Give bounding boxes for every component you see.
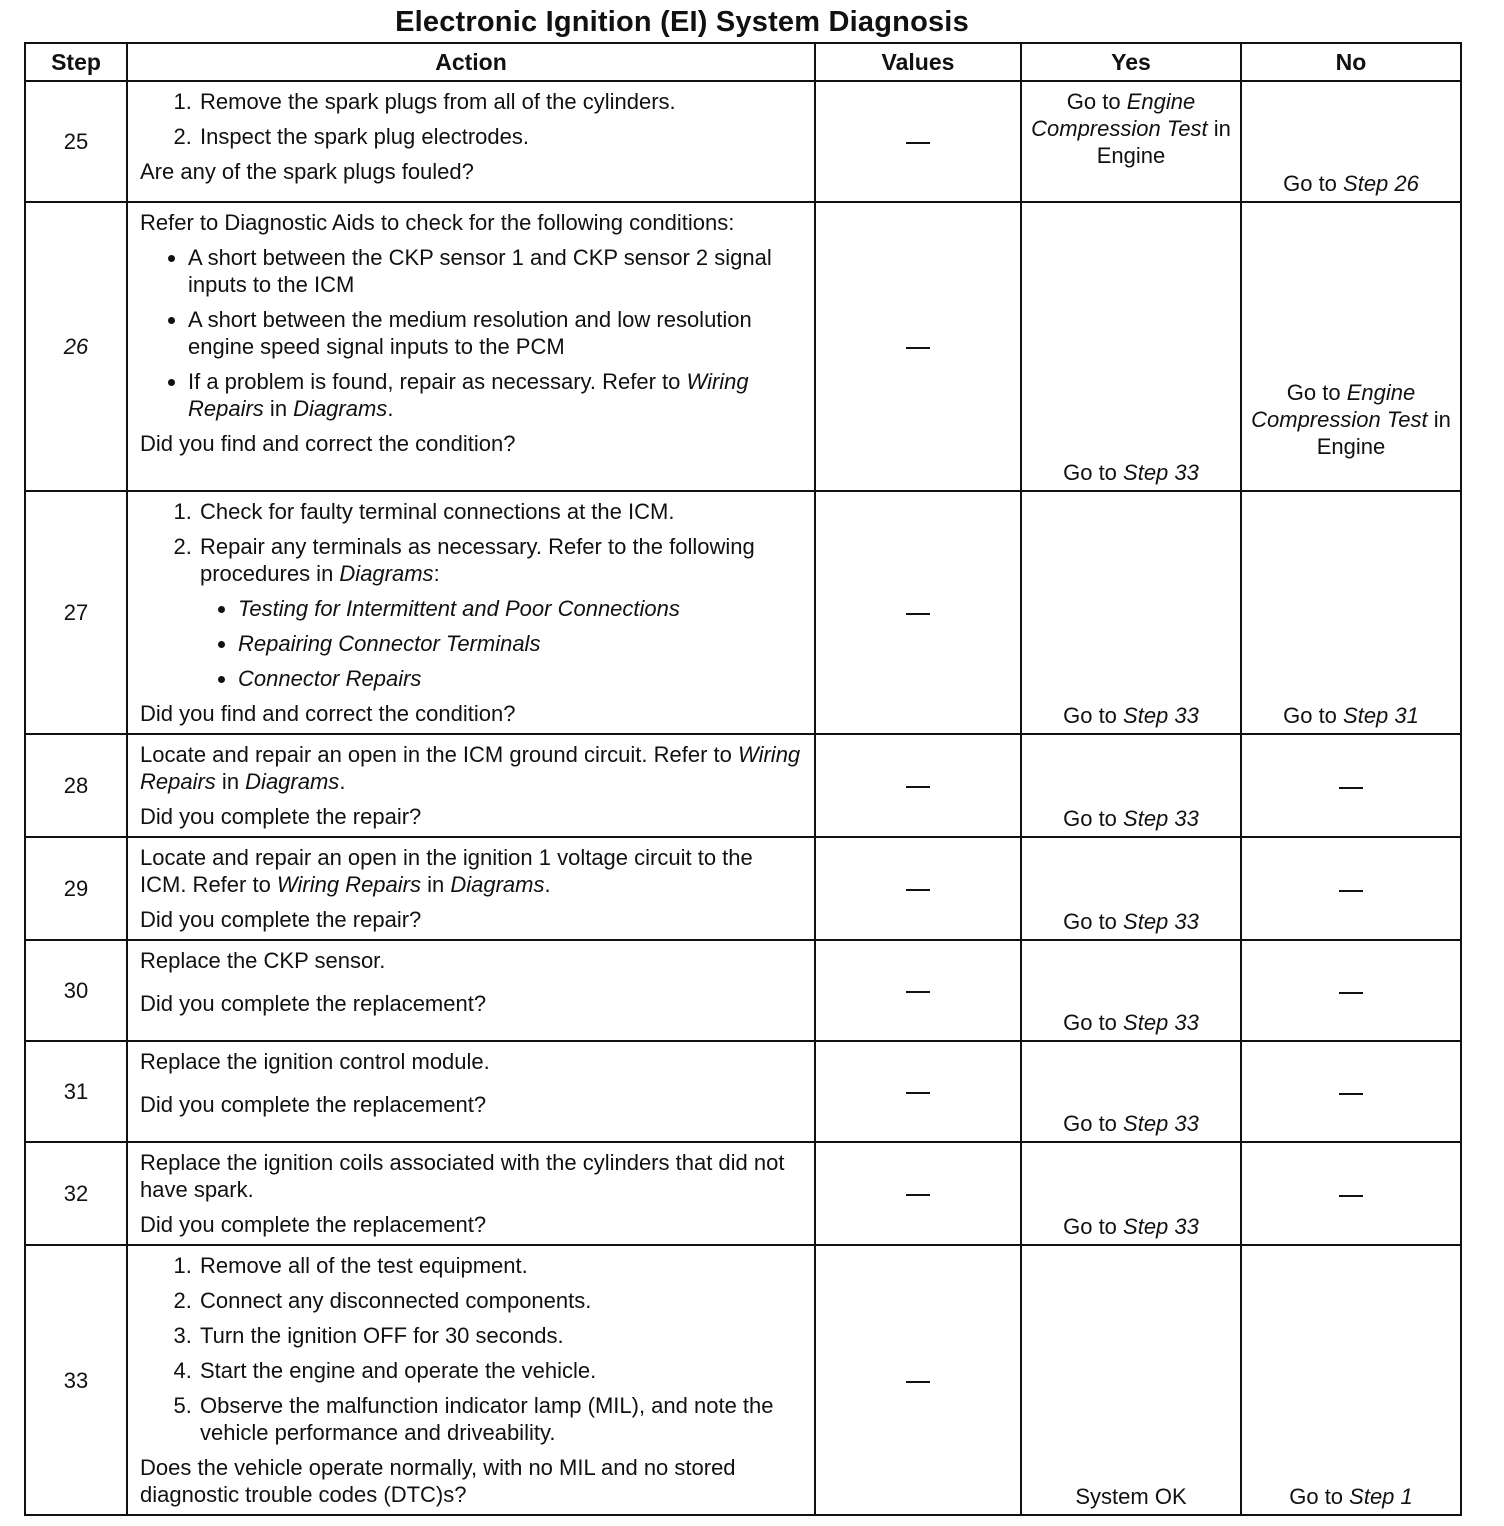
action-cell bbox=[127, 1245, 815, 1515]
intro-text: Refer to Diagnostic Aids to check for the following conditions: bbox=[140, 210, 735, 235]
dash-mark bbox=[1339, 890, 1363, 892]
table-row-step-33 bbox=[25, 1245, 1461, 1515]
yes-cell: Go to Step 33 bbox=[1021, 1041, 1241, 1142]
sub-bullet-list bbox=[200, 595, 804, 692]
diagnosis-table bbox=[24, 42, 1462, 1516]
dash-mark bbox=[906, 991, 930, 993]
action-cell bbox=[127, 81, 815, 202]
numbered-list bbox=[140, 88, 804, 150]
yes-cell: Go to Step 33 bbox=[1021, 1142, 1241, 1245]
bullet-list bbox=[140, 244, 804, 422]
dash-mark bbox=[906, 1194, 930, 1196]
list-item: • Connector Repairs bbox=[238, 665, 804, 692]
table-row-step-28 bbox=[25, 734, 1461, 837]
values-cell bbox=[815, 81, 1021, 202]
dash-mark bbox=[906, 1381, 930, 1383]
table-header-row bbox=[25, 43, 1461, 81]
no-cell: Go to Step 26 bbox=[1241, 81, 1461, 202]
no-cell: Go to Step 1 bbox=[1241, 1245, 1461, 1515]
list-item: • Repairing Connector Terminals bbox=[238, 630, 804, 657]
dash-mark bbox=[1339, 787, 1363, 789]
numbered-list bbox=[140, 1252, 804, 1446]
values-cell bbox=[815, 940, 1021, 1041]
question-text: Did you complete the repair? bbox=[140, 804, 422, 829]
list-item: • If a problem is found, repair as necessary. Refer to Wiring Repairs in Diagrams. bbox=[188, 368, 804, 422]
list-item: 5. Observe the malfunction indicator lamp (MIL), and note the vehicle performance and driveability. bbox=[198, 1392, 804, 1446]
dash-mark bbox=[906, 142, 930, 144]
list-item: 3. Turn the ignition OFF for 30 seconds. bbox=[198, 1322, 804, 1349]
yes-cell: Go to Engine Compression Test in Engine bbox=[1021, 81, 1241, 202]
action-text: Replace the CKP sensor. bbox=[140, 948, 386, 973]
table-row-step-30 bbox=[25, 940, 1461, 1041]
header-values: Values bbox=[815, 43, 1021, 81]
values-cell bbox=[815, 837, 1021, 940]
yes-cell: Go to Step 33 bbox=[1021, 837, 1241, 940]
header-no: No bbox=[1241, 43, 1461, 81]
step-number: 25 bbox=[25, 81, 127, 202]
no-cell: Go to Engine Compression Test in Engine bbox=[1241, 202, 1461, 491]
question-text: Did you complete the repair? bbox=[140, 907, 422, 932]
dash-mark bbox=[906, 786, 930, 788]
header-step: Step bbox=[25, 43, 127, 81]
table-row-step-27 bbox=[25, 491, 1461, 734]
question-text: Did you complete the replacement? bbox=[140, 1212, 487, 1237]
no-cell: Go to Step 31 bbox=[1241, 491, 1461, 734]
step-number: 27 bbox=[25, 491, 127, 734]
no-cell bbox=[1241, 940, 1461, 1041]
dash-mark bbox=[1339, 992, 1363, 994]
header-yes: Yes bbox=[1021, 43, 1241, 81]
action-cell bbox=[127, 491, 815, 734]
list-item: • Testing for Intermittent and Poor Connections bbox=[238, 595, 804, 622]
list-item: 2. Connect any disconnected components. bbox=[198, 1287, 804, 1314]
step-number: 33 bbox=[25, 1245, 127, 1515]
values-cell bbox=[815, 1041, 1021, 1142]
yes-cell: Go to Step 33 bbox=[1021, 202, 1241, 491]
values-cell bbox=[815, 734, 1021, 837]
list-item: 1. Remove the spark plugs from all of the cylinders. bbox=[198, 88, 804, 115]
question-text: Did you find and correct the condition? bbox=[140, 431, 516, 456]
list-item: • A short between the medium resolution and low resolution engine speed signal inputs to the PCM bbox=[188, 306, 804, 360]
table-row-step-25 bbox=[25, 81, 1461, 202]
table-row-step-26 bbox=[25, 202, 1461, 491]
action-cell bbox=[127, 202, 815, 491]
step-number: 32 bbox=[25, 1142, 127, 1245]
table-row-step-31 bbox=[25, 1041, 1461, 1142]
step-number: 29 bbox=[25, 837, 127, 940]
question-text: Did you complete the replacement? bbox=[140, 991, 487, 1016]
values-cell bbox=[815, 202, 1021, 491]
action-text: Locate and repair an open in the ICM ground circuit. Refer to Wiring Repairs in Diagrams. bbox=[140, 742, 801, 794]
no-cell bbox=[1241, 1142, 1461, 1245]
action-cell bbox=[127, 837, 815, 940]
list-item: 1. Remove all of the test equipment. bbox=[198, 1252, 804, 1279]
step-number: 26 bbox=[25, 202, 127, 491]
list-item: 1. Check for faulty terminal connections at the ICM. bbox=[198, 498, 804, 525]
yes-cell: Go to Step 33 bbox=[1021, 491, 1241, 734]
dash-mark bbox=[906, 613, 930, 615]
yes-cell: System OK bbox=[1021, 1245, 1241, 1515]
dash-mark bbox=[906, 347, 930, 349]
no-cell bbox=[1241, 837, 1461, 940]
question-text: Did you complete the replacement? bbox=[140, 1092, 487, 1117]
numbered-list bbox=[140, 498, 804, 692]
action-text: Replace the ignition coils associated with the cylinders that did not have spark. bbox=[140, 1150, 785, 1202]
values-cell bbox=[815, 1142, 1021, 1245]
dash-mark bbox=[1339, 1093, 1363, 1095]
table-row-step-32 bbox=[25, 1142, 1461, 1245]
question-text: Did you find and correct the condition? bbox=[140, 701, 516, 726]
step-number: 28 bbox=[25, 734, 127, 837]
action-cell bbox=[127, 1142, 815, 1245]
no-cell bbox=[1241, 1041, 1461, 1142]
action-text: Replace the ignition control module. bbox=[140, 1049, 490, 1074]
action-cell bbox=[127, 734, 815, 837]
header-action: Action bbox=[127, 43, 815, 81]
step-number: 31 bbox=[25, 1041, 127, 1142]
list-item: • A short between the CKP sensor 1 and CKP sensor 2 signal inputs to the ICM bbox=[188, 244, 804, 298]
dash-mark bbox=[906, 1092, 930, 1094]
list-item: 2. Inspect the spark plug electrodes. bbox=[198, 123, 804, 150]
list-item: 2. Repair any terminals as necessary. Refer to the following procedures in Diagrams: • Testing for Intermittent and Poor Connections • Repairing Connector Terminals • Connector Repairs bbox=[198, 533, 804, 692]
question-text: Are any of the spark plugs fouled? bbox=[140, 159, 474, 184]
action-cell bbox=[127, 1041, 815, 1142]
dash-mark bbox=[906, 889, 930, 891]
yes-cell: Go to Step 33 bbox=[1021, 734, 1241, 837]
yes-cell: Go to Step 33 bbox=[1021, 940, 1241, 1041]
document-title: Electronic Ignition (EI) System Diagnosis bbox=[395, 6, 969, 38]
list-item: 4. Start the engine and operate the vehicle. bbox=[198, 1357, 804, 1384]
no-cell bbox=[1241, 734, 1461, 837]
table-row-step-29 bbox=[25, 837, 1461, 940]
action-text: Locate and repair an open in the ignition 1 voltage circuit to the ICM. Refer to Wiring Repairs in Diagrams. bbox=[140, 845, 753, 897]
step-number: 30 bbox=[25, 940, 127, 1041]
dash-mark bbox=[1339, 1195, 1363, 1197]
question-text: Does the vehicle operate normally, with no MIL and no stored diagnostic trouble codes (DTC)s? bbox=[140, 1455, 736, 1507]
values-cell bbox=[815, 1245, 1021, 1515]
values-cell bbox=[815, 491, 1021, 734]
action-cell bbox=[127, 940, 815, 1041]
